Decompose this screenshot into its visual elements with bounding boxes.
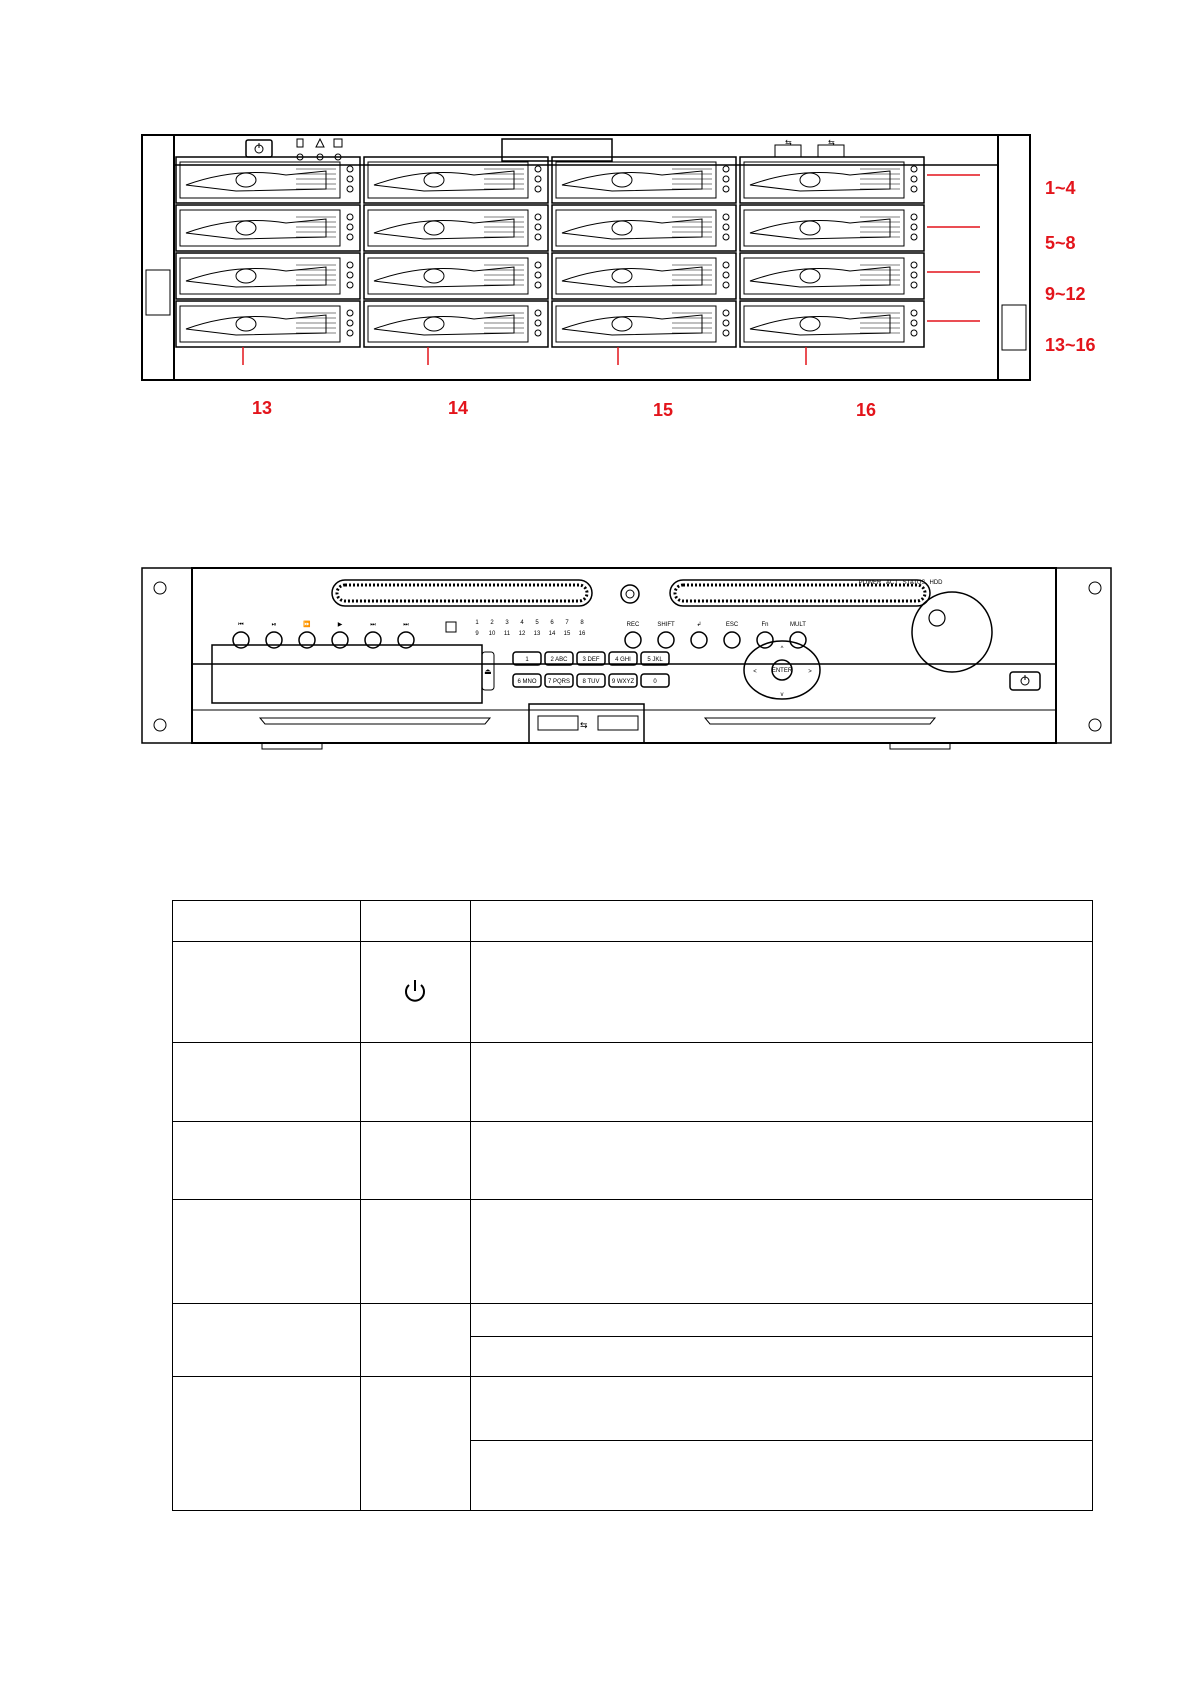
playback-button[interactable] — [233, 622, 249, 648]
svg-text:⏭: ⏭ — [403, 622, 409, 628]
keypad-key[interactable] — [641, 652, 669, 665]
table-row — [173, 1304, 1093, 1337]
hdd-tray[interactable] — [740, 253, 924, 299]
bay-callout-label: 16 — [856, 400, 877, 420]
channel-number: 5 — [535, 620, 539, 626]
table-header-row — [173, 901, 1093, 942]
svg-text:^: ^ — [780, 646, 784, 652]
function-button[interactable] — [724, 622, 740, 648]
channel-number: 12 — [518, 631, 526, 637]
svg-text:8 TUV: 8 TUV — [582, 679, 600, 685]
channel-number: 4 — [520, 620, 524, 626]
channel-number: 14 — [548, 631, 556, 637]
table-row — [173, 1377, 1093, 1441]
channel-number: 13 — [533, 631, 541, 637]
keypad-key[interactable] — [609, 652, 637, 665]
svg-text:MULT: MULT — [790, 622, 806, 628]
playback-button[interactable] — [266, 622, 282, 648]
keypad-key[interactable] — [641, 674, 669, 687]
hdd-tray[interactable] — [364, 253, 548, 299]
usb-icon — [818, 138, 844, 157]
hdd-tray[interactable] — [740, 205, 924, 251]
status-led-label: HDD — [929, 580, 943, 586]
playback-button[interactable] — [398, 622, 414, 648]
playback-button[interactable] — [332, 622, 348, 648]
function-button[interactable] — [625, 622, 641, 648]
svg-text:Fn: Fn — [761, 622, 769, 628]
channel-number: 10 — [488, 631, 496, 637]
keypad-key[interactable] — [577, 652, 605, 665]
svg-text:2 ABC: 2 ABC — [550, 657, 568, 663]
channel-number: 7 — [565, 620, 569, 626]
svg-text:v: v — [780, 692, 784, 698]
hdd-tray[interactable] — [552, 157, 736, 203]
usb-icon — [775, 138, 801, 157]
table-row — [173, 942, 1093, 1043]
hdd-tray[interactable] — [552, 253, 736, 299]
hdd-front-view-figure — [140, 125, 1140, 425]
table-row — [173, 1122, 1093, 1200]
keypad-key[interactable] — [545, 652, 573, 665]
svg-text:ESC: ESC — [725, 622, 739, 628]
svg-text:⇆: ⇆ — [828, 138, 835, 147]
channel-number: 16 — [578, 631, 586, 637]
hdd-tray[interactable] — [364, 205, 548, 251]
hdd-tray[interactable] — [364, 157, 548, 203]
svg-text:⏮: ⏮ — [238, 622, 244, 628]
function-button[interactable] — [691, 621, 707, 648]
channel-number: 9 — [475, 631, 479, 637]
svg-text:⏩: ⏩ — [303, 622, 311, 628]
status-led-label: POWER — [858, 580, 882, 586]
table-row — [173, 1200, 1093, 1304]
svg-text:⏯: ⏯ — [271, 622, 277, 628]
spec-table — [172, 900, 1093, 1511]
svg-text:<: < — [753, 669, 757, 675]
bay-callout-label: 13 — [252, 398, 273, 418]
svg-text:7 PQRS: 7 PQRS — [547, 679, 571, 685]
hdd-tray[interactable] — [552, 205, 736, 251]
tray-callout-label: 1~4 — [1045, 178, 1076, 198]
svg-text:⇆: ⇆ — [785, 138, 792, 147]
keypad-key[interactable] — [577, 674, 605, 687]
function-button[interactable] — [657, 622, 675, 648]
hdd-tray[interactable] — [552, 301, 736, 347]
hdd-tray[interactable] — [740, 301, 924, 347]
svg-text:SHIFT: SHIFT — [657, 622, 675, 628]
svg-text:>: > — [808, 669, 812, 675]
svg-text:0: 0 — [653, 679, 657, 685]
svg-text:⇆: ⇆ — [580, 721, 588, 731]
channel-number: 8 — [580, 620, 584, 626]
channel-number: 2 — [490, 620, 494, 626]
svg-text:4 GHI: 4 GHI — [615, 657, 631, 663]
table-row — [173, 1043, 1093, 1122]
channel-number: 11 — [503, 631, 511, 637]
hdd-tray[interactable] — [176, 157, 360, 203]
tray-callout-label: 5~8 — [1045, 233, 1076, 253]
keypad-key[interactable] — [609, 674, 637, 687]
hdd-tray[interactable] — [740, 157, 924, 203]
power-icon — [246, 140, 272, 157]
keypad-key[interactable] — [545, 674, 573, 687]
tray-callout-label: 9~12 — [1045, 284, 1086, 304]
svg-text:6 MNO: 6 MNO — [517, 679, 537, 685]
playback-button[interactable] — [365, 622, 381, 648]
nvr-front-panel-figure — [140, 560, 1115, 755]
svg-text:↲: ↲ — [696, 622, 702, 628]
svg-text:⏭: ⏭ — [370, 622, 376, 628]
hdd-tray[interactable] — [176, 205, 360, 251]
svg-text:REC: REC — [626, 622, 640, 628]
svg-text:ENTER: ENTER — [771, 668, 793, 674]
svg-text:▶: ▶ — [337, 622, 343, 628]
status-led-label: STATUS — [902, 580, 926, 586]
bay-callout-label: 15 — [653, 400, 674, 420]
hdd-tray[interactable] — [364, 301, 548, 347]
svg-text:1: 1 — [525, 657, 529, 663]
svg-text:5 JKL: 5 JKL — [647, 657, 663, 663]
hdd-tray[interactable] — [176, 301, 360, 347]
channel-number: 1 — [475, 620, 479, 626]
hdd-tray[interactable] — [176, 253, 360, 299]
svg-text:9 WXYZ: 9 WXYZ — [611, 679, 635, 685]
playback-button[interactable] — [299, 620, 315, 648]
svg-text:⏏: ⏏ — [484, 667, 492, 676]
channel-number: 15 — [563, 631, 571, 637]
keypad-key[interactable] — [513, 652, 541, 665]
channel-number: 3 — [505, 620, 509, 626]
svg-text:3 DEF: 3 DEF — [582, 657, 600, 663]
power-icon — [402, 977, 428, 1005]
bay-callout-label: 14 — [448, 398, 469, 418]
channel-indicator-icon — [446, 622, 456, 632]
tray-callout-label: 13~16 — [1045, 335, 1096, 355]
status-led-label: ACT — [886, 580, 898, 586]
channel-number: 6 — [550, 620, 554, 626]
keypad-key[interactable] — [513, 674, 541, 687]
